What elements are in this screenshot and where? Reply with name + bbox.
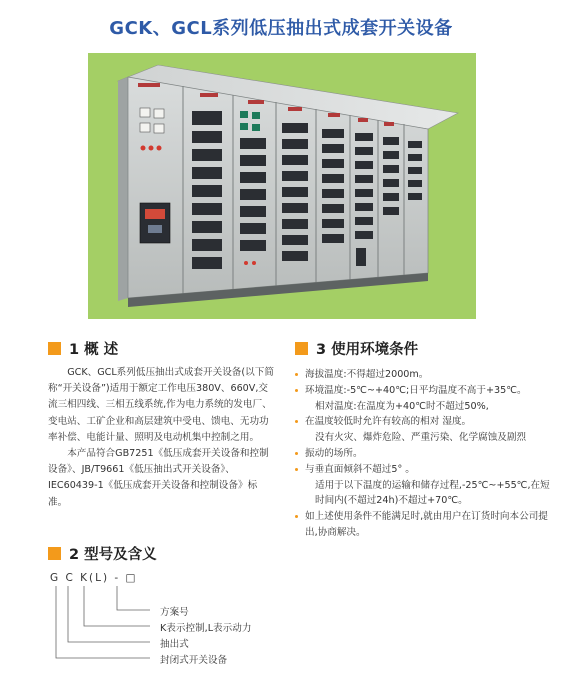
model-heading-text: 2 型号及含义 [69, 547, 157, 563]
section-heading-environment [295, 338, 418, 359]
model-code: G C K(L) - □ [50, 572, 138, 584]
page-title: GCK、GCL系列低压抽出式成套开关设备 [109, 18, 453, 39]
overview-body [48, 365, 276, 511]
environment-heading-text: 3 使用环境条件 [316, 342, 419, 358]
env-item [295, 414, 550, 446]
legend-item-k-l: K表示控制,L表示动力 [160, 623, 252, 634]
bullet-dot-icon [295, 420, 298, 423]
env-item-text: 海拔温度:不得超过2000m。 [305, 369, 429, 380]
product-photo-frame [88, 53, 476, 319]
env-item-text: 在温度较低时允许有较高的相对 湿度。 [305, 416, 472, 428]
env-item-subtext: 没有火灾、爆炸危险、严重污染、化学腐蚀及剧烈 [315, 432, 527, 444]
env-item-text: 振动的场所。 [305, 447, 363, 459]
env-item-subtext: 适用于以下温度的运输和储存过程,-25℃~+55℃,在短时间内(不超过24h)不超过+70℃。 [315, 479, 550, 507]
overview-heading-text: 1 概 述 [69, 342, 119, 358]
env-item-text: 如上述使用条件不能满足时,就由用户在订货时向本公司提出,协商解决。 [305, 511, 548, 538]
section-heading-overview [48, 338, 118, 359]
env-item [295, 383, 550, 415]
bullet-dot-icon [295, 373, 298, 376]
env-item [295, 509, 550, 541]
orange-square-bullet-icon [295, 342, 308, 355]
bullet-dot-icon [295, 389, 298, 392]
legend-item-scheme: 方案号 [160, 607, 189, 618]
overview-paragraph-2: 本产品符合GB7251《低压成套开关设备和控制设备》、JB/T9661《低压抽出式开关设备》、IEC60439-1《低压成套开关设备和控制设备》标准。 [48, 448, 269, 508]
env-item [295, 446, 550, 462]
env-item-text: 与垂直面倾斜不超过5° 。 [305, 463, 415, 475]
bullet-dot-icon [295, 515, 298, 518]
overview-paragraph-1: GCK、GCL系列低压抽出式成套开关设备(以下简称“开关设备”)适用于额定工作电压380V、660V,交流三相四线、三相五线系统,作为电力系统的发电厂、变电站、工矿企业和高层建筑中受电、馈电、无功功率补偿、电能计量、照明及电动机集中控制之用。 [48, 367, 274, 443]
legend-item-withdrawable: 抽出式 [160, 639, 189, 650]
switchgear-cabinet-photo [88, 53, 476, 319]
environment-conditions-list [295, 367, 550, 541]
env-item-text: 环境温度:-5℃~+40℃;日平均温度不高于+35℃。 [305, 384, 527, 396]
section-heading-model [48, 543, 157, 564]
env-item-subtext: 相对温度:在温度为+40℃时不超过50%, [315, 400, 489, 412]
bullet-dot-icon [295, 452, 298, 455]
orange-square-bullet-icon [48, 547, 61, 560]
env-item [295, 367, 550, 383]
bullet-dot-icon [295, 468, 298, 471]
env-item [295, 462, 550, 509]
legend-item-enclosed: 封闭式开关设备 [160, 655, 228, 666]
orange-square-bullet-icon [48, 342, 61, 355]
